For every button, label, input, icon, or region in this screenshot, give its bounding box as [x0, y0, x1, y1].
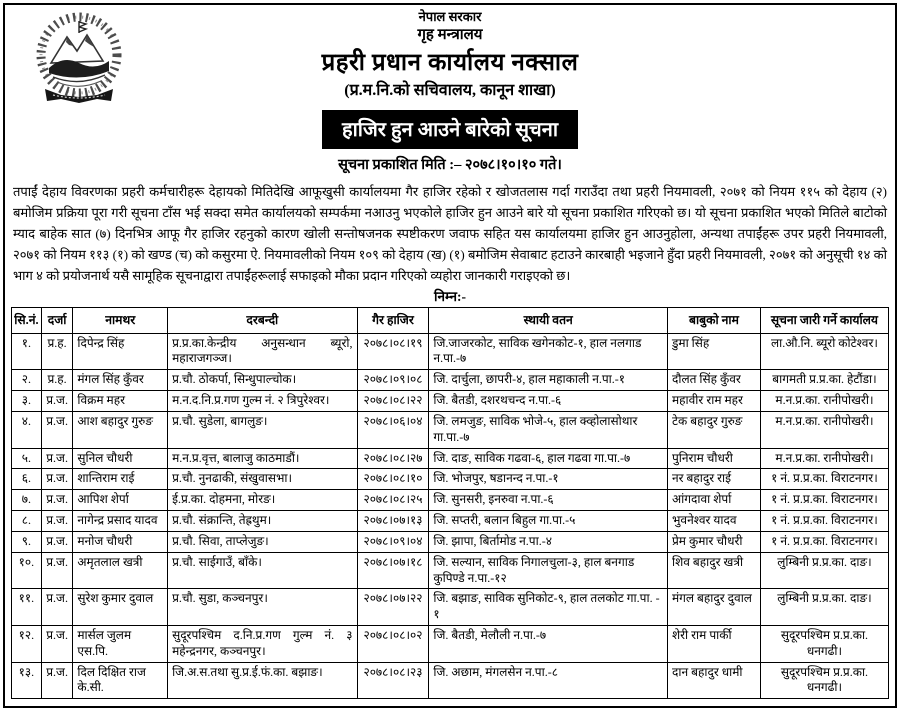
cell-serial-no: २.	[12, 370, 42, 391]
cell-posting: प्र.चौ. ठोकर्पा, सिन्धुपाल्चोक।	[168, 370, 357, 391]
cell-permanent-address: जि. दार्चुला, छापरी-४, हाल महाकाली न.पा.-१	[429, 370, 668, 391]
cell-name: दिपेन्द्र सिंह	[73, 333, 168, 370]
cell-serial-no: १२.	[12, 625, 42, 662]
cell-fathers-name: डुमा सिंह	[667, 333, 760, 370]
table-row	[12, 391, 889, 412]
table-row	[12, 511, 889, 532]
table-row	[12, 625, 889, 662]
cell-name: आपिश शेर्पा	[73, 490, 168, 511]
cell-rank: प्र.ज.	[41, 662, 73, 699]
cell-serial-no: ८.	[12, 511, 42, 532]
cell-name: दिल दिक्षित राज के.सी.	[73, 662, 168, 699]
table-row	[12, 333, 889, 370]
cell-fathers-name: टेक बहादुर गुरुङ	[667, 411, 760, 448]
cell-posting: प्र.चौ. सुडेला, बागलुङ।	[168, 411, 357, 448]
cell-fathers-name: भुवनेश्वर यादव	[667, 511, 760, 532]
cell-serial-no: ६.	[12, 469, 42, 490]
cell-absent-date: २०७८।०६।०४	[357, 411, 429, 448]
notice-body-paragraph: तपाईं देहाय विवरणका प्रहरी कर्मचारीहरू देहायको मितिदेखि आफूखुसी कार्यालयमा गैर हाजिर रहेको र खोजतलास गर्दा गराउँदा तथा प्रहरी नियमावली, २०७१ को नियम ११५ को देहाय (२) बमोजिम प्रक्रिया पूरा गरी सूचना टाँस भई सक्दा समेत कार्यालयको सम्पर्कमा नआउनु भएकोले हाजिर हुन आउने बारे यो सूचना प्रकाशित गरिएको छ। यो सूचना प्रकाशित भएको मितिले बाटोको म्याद बाहेक सात (७) दिनभित्र आफू गैर हाजिर रहनुको कारण खोली सन्तोषजनक स्पष्टीकरण जवाफ सहित यस कार्यालयमा हाजिर हुन आउनुहोला, अन्यथा तपाईंहरू उपर प्रहरी नियमावली, २०७१ को नियम ११३ (१) को खण्ड (च) को कसुरमा ऐ. नियमावलीको नियम १०९ को देहाय (ख) (१) बमोजिम सेवाबाट हटाउने कारबाही भइजाने हुँदा प्रहरी नियमावली, २०७१ को अनुसूची १४ को भाग ४ को प्रयोजनार्थ यसै सामूहिक सूचनाद्वारा तपाईंहरूलाई सफाइको मौका प्रदान गरिएको व्यहोरा जानकारी गराइएको छ।	[13, 184, 887, 284]
cell-posting: प्र.चौ. सिवा, ताप्लेजुङ।	[168, 531, 357, 552]
cell-permanent-address: जि. बझाङ, साविक सुनिकोट-९, हाल तलकोट गा.पा. - १	[429, 589, 668, 626]
cell-issuing-office: म.न.प्र.का. रानीपोखरी।	[760, 391, 888, 412]
cell-name: सुनिल चौधरी	[73, 448, 168, 469]
table-row	[12, 552, 889, 589]
col-header-issuing-office: सूचना जारी गर्ने कार्यालय	[760, 308, 888, 333]
cell-rank: प्र.ह.	[41, 333, 73, 370]
cell-permanent-address: जि. अछाम, मंगलसेन न.पा.-८	[429, 662, 668, 699]
ministry-name: गृह मन्त्रालय	[417, 27, 483, 44]
cell-name: विक्रम महर	[73, 391, 168, 412]
cell-name: सुरेश कुमार दुवाल	[73, 589, 168, 626]
cell-rank: प्र.ज.	[41, 531, 73, 552]
cell-permanent-address: जि. सप्तरी, बलान बिहुल गा.पा.-५	[429, 511, 668, 532]
col-header-rank: दर्जा	[41, 308, 73, 333]
cell-fathers-name: महावीर राम महर	[667, 391, 760, 412]
cell-permanent-address: जि. भोजपुर, षडानन्द न.पा.-१	[429, 469, 668, 490]
cell-permanent-address: जि. सल्यान, साविक निगालचुला-३, हाल बनगाड कुपिण्डे न.पा.-१२	[429, 552, 668, 589]
notice-table-body	[12, 333, 889, 699]
cell-absent-date: २०७८।०९।०४	[357, 531, 429, 552]
cell-posting: म.न.प्र.वृत्त, बालाजु काठमाडौं।	[168, 448, 357, 469]
cell-name: मंगल सिंह कुँवर	[73, 370, 168, 391]
cell-posting: प्र.चौ. संक्रान्ति, तेह्रथुम।	[168, 511, 357, 532]
cell-posting: प्र.चौ. सुडा, कञ्चनपुर।	[168, 589, 357, 626]
cell-fathers-name: मंगल बहादुर दुवाल	[667, 589, 760, 626]
cell-permanent-address: जि. बैतडी, दशरथचन्द न.पा.-६	[429, 391, 668, 412]
list-intro-label: निम्न:-	[433, 289, 467, 305]
cell-fathers-name: पुनिराम चौधरी	[667, 448, 760, 469]
cell-issuing-office: १ नं. प्र.प्र.का. विराटनगर।	[760, 511, 888, 532]
cell-issuing-office: लुम्बिनी प्र.प्र.का. दाङ।	[760, 589, 888, 626]
cell-posting: प्र.प्र.का.केन्द्रीय अनुसन्धान ब्यूरो, महाराजगञ्ज।	[168, 333, 357, 370]
cell-absent-date: २०७८।०८।२३	[357, 662, 429, 699]
cell-rank: प्र.ज.	[41, 391, 73, 412]
cell-serial-no: १.	[12, 333, 42, 370]
cell-posting: सुदूरपश्चिम द.नि.प्र.गण गुल्म नं. ३ महेन्द्रनगर, कञ्चनपुर।	[168, 625, 357, 662]
cell-fathers-name: शेरी राम पार्की	[667, 625, 760, 662]
cell-absent-date: २०७८।०९।०८	[357, 370, 429, 391]
cell-issuing-office: १ नं. प्र.प्र.का. विराटनगर।	[760, 469, 888, 490]
cell-absent-date: २०७८।०८।१०	[357, 469, 429, 490]
cell-name: मार्सल जुलम एस.पि.	[73, 625, 168, 662]
table-row	[12, 370, 889, 391]
table-row	[12, 531, 889, 552]
cell-posting: प्र.चौ. साईगाउँ, बाँके।	[168, 552, 357, 589]
cell-name: शान्तिराम राई	[73, 469, 168, 490]
cell-permanent-address: जि. दाङ, साविक गढवा-६, हाल गढवा गा.पा.-७	[429, 448, 668, 469]
published-date-line: सूचना प्रकाशित मिति :– २०७८।१०।१० गते।	[338, 157, 562, 174]
col-header-name: नामथर	[73, 308, 168, 333]
nepal-government-emblem-icon	[33, 11, 125, 107]
cell-serial-no: ३.	[12, 391, 42, 412]
cell-fathers-name: दौलत सिंह कुँवर	[667, 370, 760, 391]
cell-serial-no: ७.	[12, 490, 42, 511]
table-row	[12, 662, 889, 699]
table-row	[12, 589, 889, 626]
cell-permanent-address: जि. लमजुङ, साविक भोजे-५, हाल क्व्होलासोथार गा.पा.-७	[429, 411, 668, 448]
cell-serial-no: ५.	[12, 448, 42, 469]
cell-name: नागेन्द्र प्रसाद यादव	[73, 511, 168, 532]
cell-issuing-office: म.न.प्र.का. रानीपोखरी।	[760, 411, 888, 448]
cell-absent-date: २०७८।०७।२२	[357, 589, 429, 626]
cell-rank: प्र.ज.	[41, 511, 73, 532]
secretariat-line: (प्र.म.नि.को सचिवालय, कानून शाखा)	[344, 82, 556, 100]
cell-rank: प्र.ह.	[41, 370, 73, 391]
notice-title-banner: हाजिर हुन आउने बारेको सूचना	[322, 110, 578, 149]
cell-posting: प्र.चौ. नुनढाकी, संखुवासभा।	[168, 469, 357, 490]
col-header-absent-date: गैर हाजिर	[357, 308, 429, 333]
cell-name: आश बहादुर गुरुङ	[73, 411, 168, 448]
government-name: नेपाल सरकार	[418, 9, 482, 24]
cell-rank: प्र.ज.	[41, 448, 73, 469]
cell-fathers-name: दान बहादुर धामी	[667, 662, 760, 699]
cell-issuing-office: लुम्बिनी प्र.प्र.का. दाङ।	[760, 552, 888, 589]
cell-serial-no: ९.	[12, 531, 42, 552]
cell-rank: प्र.ज.	[41, 625, 73, 662]
cell-permanent-address: जि. झापा, बिर्तामोड न.पा.-४	[429, 531, 668, 552]
cell-rank: प्र.ज.	[41, 552, 73, 589]
cell-issuing-office: ला.औ.नि. ब्यूरो कोटेश्वर।	[760, 333, 888, 370]
cell-absent-date: २०७८।०७।१८	[357, 552, 429, 589]
cell-fathers-name: नर बहादुर राई	[667, 469, 760, 490]
cell-rank: प्र.ज.	[41, 411, 73, 448]
cell-posting: जि.अ.स.तथा सु.प्र.ई.फं.का. बझाङ।	[168, 662, 357, 699]
cell-permanent-address: जि. सुनसरी, इनरुवा न.पा.-६	[429, 490, 668, 511]
col-header-posting: दरबन्दी	[168, 308, 357, 333]
table-row	[12, 411, 889, 448]
cell-absent-date: २०७८।०८।१९	[357, 333, 429, 370]
cell-issuing-office: सुदूरपश्चिम प्र.प्र.का. धनगढी।	[760, 662, 888, 699]
cell-posting: ई.प्र.का. दोहमना, मोरङ।	[168, 490, 357, 511]
document-border-frame	[3, 3, 897, 708]
table-row	[12, 469, 889, 490]
cell-fathers-name: आंगदावा शेर्पा	[667, 490, 760, 511]
cell-name: अमृतलाल खत्री	[73, 552, 168, 589]
absentee-table	[11, 307, 889, 699]
cell-absent-date: २०७८।०८।२२	[357, 391, 429, 412]
cell-issuing-office: बागमती प्र.प्र.का. हेटौंडा।	[760, 370, 888, 391]
cell-serial-no: १०.	[12, 552, 42, 589]
document-header	[11, 9, 889, 175]
cell-fathers-name: प्रेम कुमार चौधरी	[667, 531, 760, 552]
table-row	[12, 490, 889, 511]
cell-serial-no: ४.	[12, 411, 42, 448]
cell-absent-date: २०७८।०८।२५	[357, 490, 429, 511]
cell-absent-date: २०७८।०८।२७	[357, 448, 429, 469]
cell-absent-date: २०७८।०७।१३	[357, 511, 429, 532]
cell-rank: प्र.ज.	[41, 490, 73, 511]
cell-posting: म.न.द.नि.प्र.गण गुल्म नं. २ त्रिपुरेश्वर।	[168, 391, 357, 412]
col-header-serial-no: सि.नं.	[12, 308, 42, 333]
cell-absent-date: २०७८।०८।०२	[357, 625, 429, 662]
col-header-permanent-address: स्थायी वतन	[429, 308, 668, 333]
cell-issuing-office: सुदूरपश्चिम प्र.प्र.का. धनगढी।	[760, 625, 888, 662]
office-title: प्रहरी प्रधान कार्यालय नक्साल	[321, 50, 579, 76]
cell-permanent-address: जि. बैतडी, मेलौली न.पा.-७	[429, 625, 668, 662]
table-row	[12, 448, 889, 469]
cell-serial-no: ११.	[12, 589, 42, 626]
cell-rank: प्र.ज.	[41, 469, 73, 490]
cell-issuing-office: म.न.प्र.का. रानीपोखरी।	[760, 448, 888, 469]
cell-name: मनोज चौधरी	[73, 531, 168, 552]
cell-rank: प्र.ज.	[41, 589, 73, 626]
table-header-row	[12, 308, 889, 333]
cell-permanent-address: जि.जाजरकोट, साविक खगेनकोट-१, हाल नलगाड न.पा.-७	[429, 333, 668, 370]
cell-fathers-name: शिव बहादुर खत्री	[667, 552, 760, 589]
col-header-fathers-name: बाबुको नाम	[667, 308, 760, 333]
cell-serial-no: १३.	[12, 662, 42, 699]
cell-issuing-office: १ नं. प्र.प्र.का. विराटनगर।	[760, 531, 888, 552]
cell-issuing-office: १ नं. प्र.प्र.का. विराटनगर।	[760, 490, 888, 511]
